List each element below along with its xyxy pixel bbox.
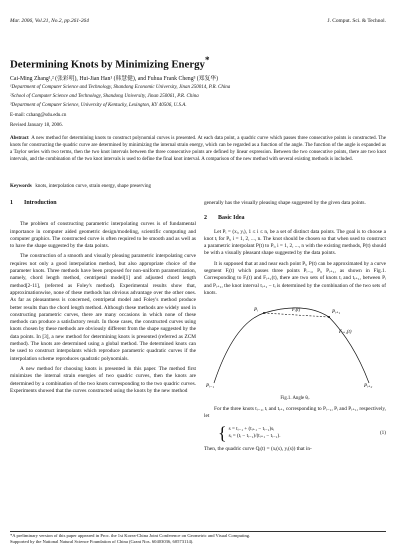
right-column xyxy=(204,200,386,457)
abstract xyxy=(10,135,386,163)
label-pi-minus-1: Pᵢ₋₁ xyxy=(206,384,215,390)
footnote xyxy=(10,531,386,545)
equation-1 xyxy=(204,424,386,442)
section-1-heading xyxy=(10,200,196,207)
journal-issue: Mar. 2006, Vol.21, No.2, pp.261-264 xyxy=(10,18,89,24)
label-pi: Pᵢ xyxy=(254,308,258,314)
title-footnote-mark: * xyxy=(204,55,210,65)
intro-continuation: generally has the visually pleasing shape suggested by the given data points. xyxy=(204,200,366,206)
section-1-title: Introduction xyxy=(24,200,57,206)
figure-1-angle-diagram xyxy=(204,303,386,389)
section-2-number: 2 xyxy=(204,215,207,222)
left-column xyxy=(10,200,196,398)
intro-paragraph-1: The problem of constructing parametric interpolating curves is of fundamental importance in computer aided geometric design/modeling, scientific computing and computer graphics. The constructed curve is often required to be smooth and as well as to have the shape suggested by the data points. xyxy=(10,221,196,250)
label-fi: Fᵢ(t) xyxy=(292,308,301,314)
keywords xyxy=(10,184,386,189)
basic-idea-paragraph-2: It is supposed that at and near each point Pᵢ, P(t) can be approximated by a curve segment Fᵢ(t) which passes three points Pᵢ₋₁, Pᵢ, Pᵢ₊₁, as shown in Fig.1. Corresponding to Fᵢ(t) and Fᵢ₊₁(t), there are two sets of knots tᵢ and tᵢ₊₁, between Pᵢ and Pᵢ₊₁, the knot interval tᵢ₊₁ − tᵢ is determined by the combination of the two sets of knots. xyxy=(204,260,386,296)
affiliation-2: ²School of Computer Science and Technology, Shandong University, Jinan 250061, P.R. China xyxy=(10,94,199,99)
basic-idea-paragraph-1: Let Pᵢ = (xᵢ, yᵢ), 1 ≤ i ≤ n, be a set of distinct data points. The goal is to choose a knot tᵢ for Pᵢ, i = 1, 2, ..., n. The knot should be chosen so that when used to construct a parametric interpolant P(t) to Pᵢ, i = 1, 2, ..., n with the existing methods, P(t) should be with a visually pleasant shape suggested by the data points. xyxy=(204,228,387,257)
point-pi1 xyxy=(328,316,330,318)
basic-idea-paragraph-4: Then, the quadric curve Qᵢ(t) = (xᵢ(s), yᵢ(s)) that in- xyxy=(204,446,312,453)
footnote-line-2: Supported by the National Natural Science Foundation of China (Grant Nos. 60403036, 60573114). xyxy=(10,539,194,544)
keywords-label: Keywords xyxy=(10,184,32,189)
chord-line xyxy=(264,313,329,317)
abstract-text: A new method for determining knots to construct polynomial curves is presented. At each data point, a quadric curve which passes three consecutive points is constructed. The knots for constructing the quadric curve are determined by minimizing the internal strain energy, which can be regarded as a function of the angle. The function of the angle is expanded as a Taylor series with two terms, then the two knot intervals between the three consecutive points are defined by linear expression. Between the two consecutive points, there are two knot intervals, and the combination of the two knot intervals is used to define the final knot interval. A comparison of the new method with several existing methods is included. xyxy=(10,136,386,162)
keywords-text: knots, interpolation curve, strain energy, shape preserving xyxy=(35,184,151,189)
section-2-heading xyxy=(204,215,386,222)
abstract-label: Abstract xyxy=(10,136,29,141)
section-2-title: Basic Idea xyxy=(218,215,245,222)
intro-paragraph-2: The construction of a smooth and visually pleasing parametric interpolating curve requires not only a good interpolation method, but also appropriate choice of the parameter knots. Three methods have been proposed for non-uniform parametrization, namely, chord length method, centripetal model[1] and adjusted chord length method[2-11], (referred as Foley's method). Experimental results show that, approximationwise, none of these methods has obvious advantage over the other ones. As far as pleasantness is concerned, centripetal model and Foley's method produce better results than the chord length method. Although these methods are widely used in constructing parametric curves, there are many occasions in which none of these methods can produce a satisfactory result. In those cases, the constructed curves using knots chosen by these methods are obviously different from the shape suggested by the data points. In [3], a new method for determining knots is presented (referred as ZCM method). The knots are determined using a global method. The determined knots can be used to construct interpolants which reproduce parametric quadratic curves if the interpolation scheme reproduces quadratic polynomials. xyxy=(10,253,196,362)
footnote-line-1: *A preliminary version of this paper appeared in Proc. the 1st Korea-China Joint Conference on Geometric and Visual Computing. xyxy=(10,533,251,538)
label-pi2: Pᵢ₊₂ xyxy=(364,384,373,390)
affiliation-3: ³Department of Computer Science, University of Kentucky, Lexington, KY 40506, U.S.A. xyxy=(10,103,187,108)
equation-line-1: s = tᵢ₋₁ + (tᵢ₊₁ − tᵢ₋₁)sᵢ xyxy=(228,426,275,433)
label-pi1: Pᵢ₊₁ xyxy=(332,310,341,316)
paper-title xyxy=(10,55,209,71)
equation-line-2: sᵢ = (tᵢ − tᵢ₋₁)/(tᵢ₊₁ − tᵢ₋₁). xyxy=(228,433,281,440)
curve-fi xyxy=(214,313,264,383)
figure-1-caption: Fig.1. Angle θᵢ. xyxy=(280,395,310,401)
affiliation-1: ¹Department of Computer Science and Technology, Shandong Economic University, Jinan 250014, P.R. China xyxy=(10,85,231,90)
equation-number: (1) xyxy=(379,429,386,436)
label-fi1: Fᵢ₊₁(t) xyxy=(339,330,352,336)
author-list: Cai-Ming Zhang¹,² (张彩明), Hui-Jian Han¹ (韩慧健), and Fuhua Frank Cheng³ (郑复华) xyxy=(10,76,219,82)
section-1-number: 1 xyxy=(10,200,13,206)
running-header xyxy=(10,18,386,27)
revised-date: Revised January 18, 2006. xyxy=(10,123,63,128)
curve-fi1 xyxy=(329,317,369,383)
author-email: E-mail: czhang@sdu.edu.cn xyxy=(10,113,67,118)
intro-paragraph-3: A new method for choosing knots is presented in this paper. The method first minimizes the internal strain energies of two quadric curves, then the knots are determined by a combination of the two knots corresponding to the two quadric curves. Experiments showed that the curves constructed using the knots by the new method xyxy=(10,365,196,394)
journal-name: J. Comput. Sci. & Technol. xyxy=(327,18,386,24)
basic-idea-paragraph-3: For the three knots tᵢ₋₁, tᵢ and tᵢ₊₁ corresponding to Pᵢ₋₁, Pᵢ and Pᵢ₊₁, respectively, let xyxy=(204,405,386,420)
point-pi xyxy=(263,312,265,314)
equation-brace: { xyxy=(218,423,227,444)
paper-title-text: Determining Knots by Minimizing Energy xyxy=(10,58,205,71)
